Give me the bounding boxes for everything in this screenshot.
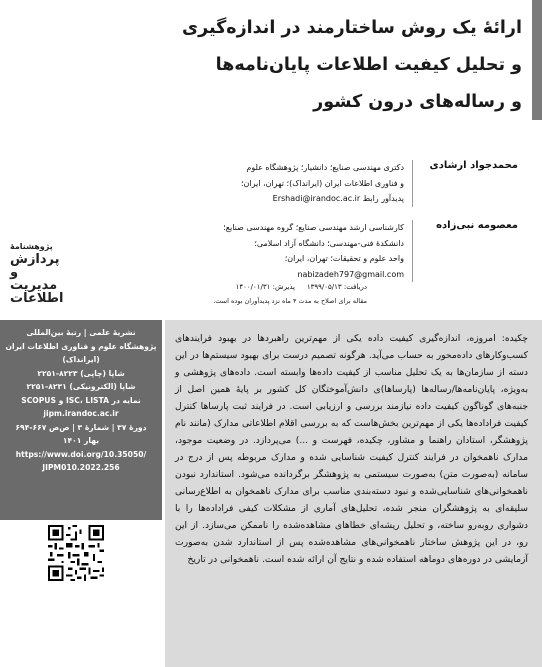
journal-info-box [0, 320, 162, 520]
qr-code-icon [48, 525, 104, 581]
logo-line: اطلاعات [10, 291, 64, 306]
logo-line: پردازش و [10, 252, 60, 280]
journal-logo [10, 240, 70, 312]
info-line: پژوهشگاه علوم و فناوری اطلاعات ایران [5, 341, 157, 351]
author-email[interactable]: Ershadi@irandoc.ac.ir [272, 194, 361, 203]
affiliation-line: و فناوری اطلاعات ایران (ایرانداک)؛ تهران، ایران؛ [240, 178, 404, 188]
info-line: نمایه در ISC، LISTA و SCOPUS [21, 395, 141, 405]
doi-link-suffix[interactable]: JIPM010.2022.256 [42, 463, 120, 472]
info-line: شاپا (الکترونیکی) ۸۲۳۱-۲۲۵۱ [26, 382, 136, 391]
abstract-text: چکیده: امروزه، اندازه‌گیری کیفیت داده یکی از مهم‌ترین راهبردها در بهبود فرایندهای کسب‌وکارهای داده‌محور به حساب می‌آید. هرگونه تصمیم درست برای بهبود سیستم‌ها در این دسته از سازمان‌ها به یک تحلیل مناسب از کیفیت داده‌ها وابسته است. داده‌های پژوهشی و به‌ویژه، پایان‌نامه‌ها/رساله‌ها (پارسا‌ها)ی دانش‌آموختگان کل کشور بر پایۀ همین اصل از جنبه‌های گوناگون کیفیت داده نیازمند بررسی و ارزیابی است. در فرایند ثبت پارساها کنترل کیفیت فراداده‌ها یکی از مهم‌ترین بخش‌هاست که به بررسی اقلام اطلاعاتی مدارک (مانند نام پژوهشگر، استادان راهنما و مشاور، چکیده، فهرست و ...) می‌پردازد. در وضعیت موجود، مدارک ناهمخوان در فرایند کنترل کیفیت شناسایی شده و مدارک مربوطه پس از درج در سامانه (به‌صورت متن) به‌صورت سیستمی به پژوهشگر برگردانده می‌شود. استاندارد نبودن ناهمخوانی‌های شناسایی‌شده و نبود دسته‌بندی مناسب برای مدارک ناهمخوان به اطلاع‌رسانی سلیقه‌ای به پژوهشگران منجر شده، تحلیل‌های آماری از مشکلات کیفی فراداده‌ها را با دشواری روبه‌رو ساخته، و تحلیل ریشه‌ای خطاهای مشاهده‌شده را ناممکن می‌سازد. از این رو، در این پژوهش ساختار ناهمخوانی‌های مشاهده‌شده پس از استاندارد شدن به‌صورت آزمایشی در دوره‌های دوماهه استفاده شده و نتایج آن ارائه شده است. ناهمخوانی در تاریخ [165, 320, 542, 667]
dates-row [167, 283, 367, 297]
title-line-3: و رساله‌های درون کشور [313, 92, 522, 112]
title-line-1: ارائۀ یک روش ساختارمند در اندازه‌گیری [182, 18, 522, 38]
info-line: (ایرانداک) [62, 355, 100, 364]
article-title [42, 10, 522, 121]
info-line: دورۀ ۳۷ | شمارۀ ۳ | ص‌ص ۶۶۷-۶۹۴ [15, 422, 147, 432]
revision-note: مقاله برای اصلاح به مدت ۴ ماه نزد پدیدآوران بوده است. [213, 297, 367, 305]
affiliation-line: کارشناسی ارشد مهندسی صنایع؛ گروه مهندسی صنایع؛ [223, 223, 404, 232]
doi-link[interactable]: https://www.doi.org/10.35050/ [15, 449, 147, 459]
author-name: معصومه نبی‌زاده [436, 220, 518, 231]
received-date: دریافت: ۱۳۹۹/۰۵/۱۳ [306, 283, 367, 291]
author-affiliation [178, 160, 413, 207]
author-name: محمدجواد ارشادی [429, 160, 518, 171]
accepted-date: پذیرش: ۱۴۰۰/۰۱/۳۱ [235, 283, 295, 291]
author-affiliation [178, 220, 413, 282]
info-line: نشریۀ علمی | رتبۀ بین‌المللی [26, 328, 136, 337]
title-line-2: و تحلیل کیفیت اطلاعات پایان‌نامه‌ها [215, 55, 522, 75]
author-email[interactable]: nabizadeh797@gmail.com [297, 269, 404, 279]
affiliation-line: پدیدآور رابط [362, 194, 404, 203]
accent-bar [532, 0, 542, 120]
info-line: بهار ۱۴۰۱ [62, 436, 100, 445]
logo-line: پژوهشنامۀ [10, 242, 53, 251]
affiliation-line: دکتری مهندسی صنایع؛ دانشیار؛ پژوهشگاه علوم [246, 163, 404, 172]
logo-line: مدیریت [10, 278, 58, 293]
info-line: شاپا (چاپی) ۸۲۲۳-۲۲۵۱ [37, 368, 125, 378]
journal-website-link[interactable]: jipm.irandoc.ac.ir [43, 409, 119, 418]
affiliation-line: واحد علوم و تحقیقات؛ تهران، ایران؛ [284, 254, 404, 263]
affiliation-line: دانشکدۀ فنی-مهندسی؛ دانشگاه آزاد اسلامی؛ [254, 238, 404, 248]
